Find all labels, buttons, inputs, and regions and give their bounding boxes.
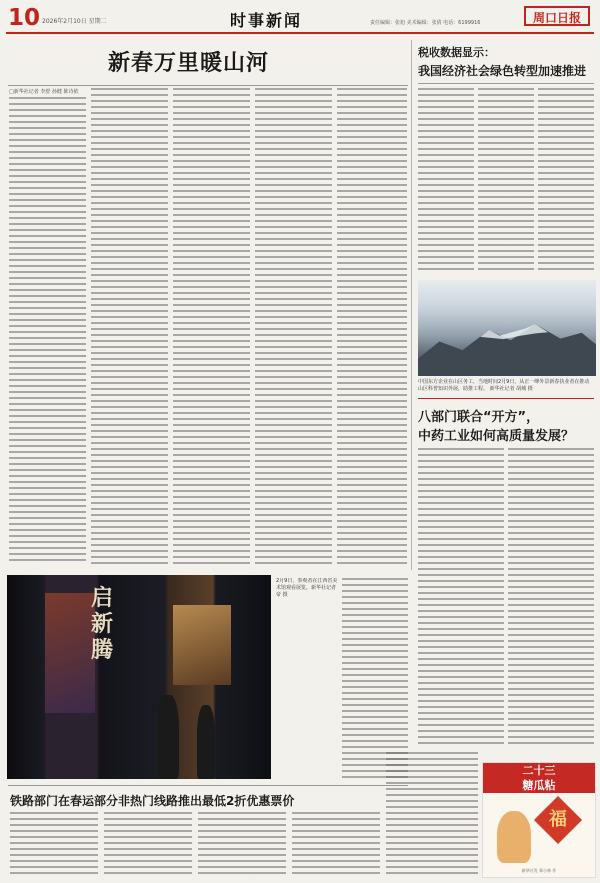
right-body-column-2: [478, 88, 534, 274]
exhibit-lettering: 启新腾: [90, 585, 113, 663]
right-kicker: 税收数据显示：: [418, 46, 495, 59]
section-title: 时事新闻: [230, 11, 303, 30]
right-divider: [418, 83, 594, 84]
tcm-body-column-1: [418, 448, 504, 748]
header-rule: [6, 32, 594, 34]
painting-panel: [173, 605, 231, 685]
rail-body-column-1: [10, 812, 98, 878]
rail-body-column-4: [292, 812, 380, 878]
right-body-column-3: [538, 88, 594, 274]
issue-date: 2026年2月10日 星期二: [42, 18, 107, 25]
tcm-headline-line2: 中药工业如何高质量发展？: [418, 429, 575, 444]
editor-contact: 责任编辑：张旭 美术编辑：张倩 电话：6199916: [370, 20, 481, 26]
right-body-column-1: [418, 88, 474, 274]
festival-illustration: [482, 762, 596, 878]
page-number: 10: [8, 5, 41, 31]
lead-body-column-3: [173, 88, 250, 565]
exhibition-photo: [7, 575, 271, 779]
side-body-column: [342, 578, 408, 778]
visitor-silhouette: [197, 705, 215, 779]
lead-body-column-2: [91, 88, 168, 565]
child-figure: [497, 811, 531, 863]
mountain-photo: [418, 280, 596, 376]
column-divider: [411, 40, 412, 570]
rail-body-column-3: [198, 812, 286, 878]
lead-headline: 新春万里暖山河: [108, 51, 270, 76]
tcm-body-column-2: [508, 448, 594, 748]
section-divider: [418, 398, 594, 399]
rail-divider: [8, 785, 408, 786]
tcm-body-column-3: [386, 752, 478, 878]
tcm-headline-line1: 八部门联合“开方”，: [418, 410, 540, 425]
illustration-title-line2: 糖瓜粘: [522, 779, 556, 792]
lead-byline: □新华社记者 李舒 孙健 陈诗依: [9, 89, 79, 95]
rail-body-column-2: [104, 812, 192, 878]
illustration-title: [483, 763, 595, 793]
exhibition-caption: 2月9日，参观者在江西省美术馆观看展览。新华社记者 帝 摄: [276, 578, 338, 598]
newspaper-logo: 周口日报: [524, 6, 590, 26]
lead-body-column-1: [9, 97, 86, 565]
lead-body-column-4: [255, 88, 332, 565]
visitor-silhouette: [157, 695, 179, 779]
right-headline: 我国经济社会绿色转型加速推进: [418, 64, 587, 78]
fu-diamond: [534, 796, 582, 844]
mountain-caption: 中国东方企业在山区务工，当地时间2月9日，从正一峰外景新春执业者在推动山区科普知识外展，助推工程。 新华社记者 胡城 摄: [418, 379, 590, 392]
fu-character: 福: [549, 809, 567, 830]
mountain-ridge: [418, 318, 596, 376]
headline-divider: [8, 85, 408, 86]
illustration-credit: 新华社发 郑小林 作: [521, 868, 557, 873]
illustration-title-line1: 二十三: [522, 764, 556, 777]
rail-headline: 铁路部门在春运部分非热门线路推出最低2折优惠票价: [10, 794, 295, 808]
lead-body-column-5: [337, 88, 407, 565]
page-header: [0, 0, 600, 34]
